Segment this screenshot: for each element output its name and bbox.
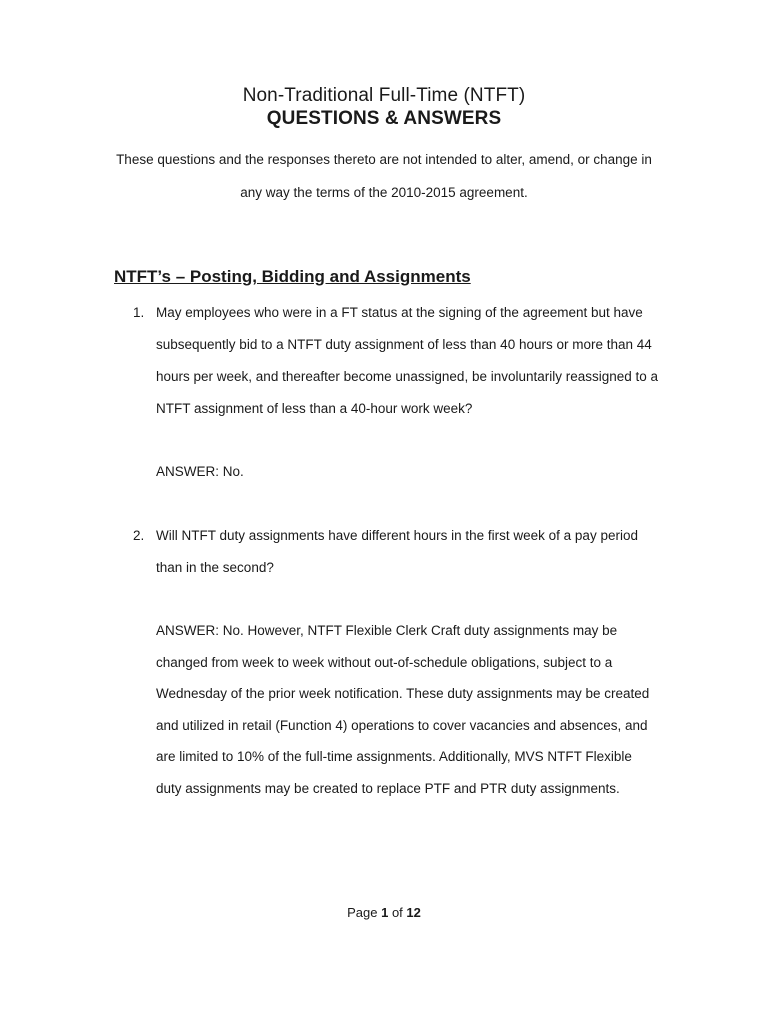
question-2-line-2: than in the second? (156, 560, 274, 575)
page-label: Page (347, 905, 378, 920)
question-1-number: 1. (133, 305, 145, 320)
question-2-answer-line-3: Wednesday of the prior week notification. These duty assignments may be created (156, 686, 650, 701)
question-2-answer-line-4: and utilized in retail (Function 4) operations to cover vacancies and absences, and (156, 718, 648, 733)
question-2-number: 2. (133, 528, 145, 543)
question-1-line-3: hours per week, and thereafter become unassigned, be involuntarily reassigned to a (156, 369, 659, 384)
document-subtitle: QUESTIONS & ANSWERS (266, 108, 502, 129)
question-1-line-2: subsequently bid to a NTFT duty assignment of less than 40 hours or more than 44 (156, 337, 652, 352)
question-2-answer-line-5: are limited to 10% of the full-time assignments. Additionally, MVS NTFT Flexible (156, 749, 632, 764)
question-2-answer-line-1: ANSWER: No. However, NTFT Flexible Clerk Craft duty assignments may be (156, 623, 618, 638)
question-1-line-1: May employees who were in a FT status at the signing of the agreement but have (156, 305, 643, 320)
page-of-label: of (391, 905, 403, 920)
question-2-answer-line-2: changed from week to week without out-of-schedule obligations, subject to a (156, 655, 613, 670)
disclaimer-line-2: any way the terms of the 2010-2015 agreement. (240, 185, 528, 200)
question-1-answer: ANSWER: No. (156, 464, 244, 479)
question-2-line-1: Will NTFT duty assignments have different hours in the first week of a pay period (156, 528, 638, 543)
page-footer (0, 905, 768, 920)
page-total: 12 (406, 905, 421, 920)
question-2-answer-line-6: duty assignments may be created to replace PTF and PTR duty assignments. (156, 781, 620, 796)
document-title: Non-Traditional Full-Time (NTFT) (242, 85, 526, 106)
section-heading: NTFT’s – Posting, Bidding and Assignments (114, 267, 471, 286)
disclaimer-line-1: These questions and the responses thereto are not intended to alter, amend, or change in (116, 152, 652, 167)
page-current: 1 (381, 905, 389, 920)
question-1-line-4: NTFT assignment of less than a 40-hour work week? (156, 401, 473, 416)
